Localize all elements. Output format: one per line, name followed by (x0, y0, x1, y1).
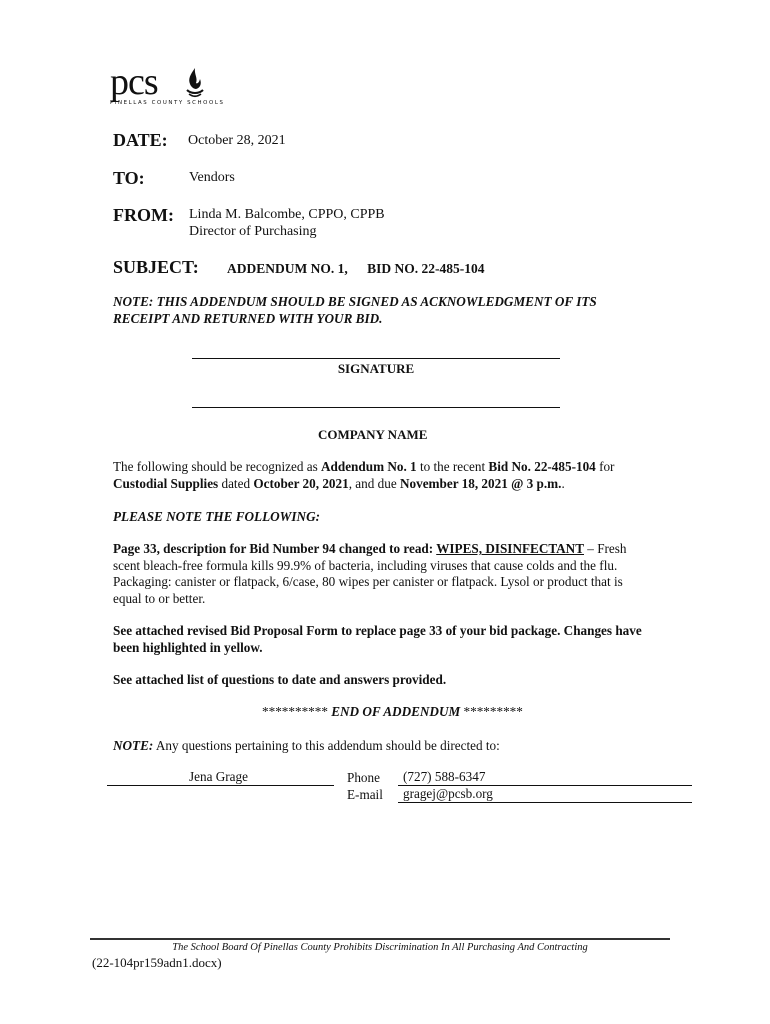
acknowledgment-note (113, 294, 673, 327)
intro-due-date: November 18, 2021 @ 3 p.m. (399, 475, 562, 491)
company-name-label: COMPANY NAME (318, 427, 428, 442)
intro-text: , and due (348, 475, 400, 491)
phone-label: Phone (347, 770, 380, 785)
date-value: October 28, 2021 (188, 133, 286, 148)
intro-text: . (561, 475, 565, 491)
pcs-logo (110, 61, 225, 112)
intro-bid-date: October 20, 2021 (253, 475, 349, 491)
email-field (398, 786, 692, 803)
end-stars: ********* (460, 704, 523, 719)
contact-name: Jena Grage (189, 769, 248, 784)
note-line-1: NOTE: THIS ADDENDUM SHOULD BE SIGNED AS ACKNOWLEDGMENT OF ITS (113, 294, 597, 309)
signature-line (192, 358, 560, 359)
end-text: END OF ADDENDUM (331, 704, 461, 719)
change-line-1 (113, 541, 683, 558)
email-value: gragej@pcsb.org (403, 786, 493, 801)
contact-note-label: NOTE: (113, 738, 154, 753)
intro-bid-title: Custodial Supplies (113, 475, 219, 491)
change-lead: Page 33, description for Bid Number 94 changed to read: (113, 541, 437, 556)
change-description (113, 541, 683, 607)
logo-subtitle: PINELLAS COUNTY SCHOOLS (110, 100, 225, 106)
contact-name-field (107, 769, 334, 786)
from-title: Director of Purchasing (189, 224, 317, 239)
attached-form-line-2: been highlighted in yellow. (113, 639, 263, 655)
company-name-line (192, 407, 560, 408)
attached-questions-note: See attached list of questions to date and answers provided. (113, 672, 447, 687)
intro-line-1 (113, 459, 683, 476)
logo-mark: pcs (110, 61, 158, 103)
addendum-number: ADDENDUM NO. 1 (227, 261, 345, 276)
nondiscrimination-statement: The School Board Of Pinellas County Prohibits Discrimination In All Purchasing And Contracting (172, 942, 588, 953)
intro-text: dated (218, 475, 254, 491)
to-label: TO: (113, 168, 145, 188)
footer-rule (90, 938, 670, 940)
change-item: WIPES, DISINFECTANT (436, 541, 584, 556)
end-stars: ********** (262, 704, 332, 719)
end-of-addendum (262, 704, 523, 721)
to-value: Vendors (189, 170, 235, 185)
phone-value: (727) 588-6347 (403, 769, 486, 784)
from-label: FROM: (113, 205, 174, 225)
contact-note-text: Any questions pertaining to this addendum should be directed to: (153, 738, 500, 753)
flame-icon (184, 66, 206, 98)
note-line-2: RECEIPT AND RETURNED WITH YOUR BID. (113, 310, 383, 326)
email-label: E-mail (347, 787, 383, 802)
intro-paragraph (113, 459, 683, 492)
intro-text: for (595, 459, 615, 474)
intro-addendum: Addendum No. 1 (321, 459, 417, 474)
intro-text: The following should be recognized as (113, 459, 322, 474)
attached-form-line-1: See attached revised Bid Proposal Form to replace page 33 of your bid package. Changes have (113, 623, 642, 638)
contact-note (113, 738, 500, 755)
attached-form-note (113, 623, 693, 656)
subject-line (227, 261, 485, 277)
from-name: Linda M. Balcombe, CPPO, CPPB (189, 207, 385, 222)
change-line-4: equal to or better. (113, 590, 206, 606)
please-note-heading: PLEASE NOTE THE FOLLOWING: (113, 509, 320, 524)
change-text: – Fresh (584, 541, 627, 556)
subject-comma: , (344, 261, 348, 276)
document-filename: (22-104pr159adn1.docx) (92, 955, 222, 970)
date-label: DATE: (113, 130, 168, 150)
intro-bid-number: Bid No. 22-485-104 (488, 459, 596, 474)
phone-field (398, 769, 692, 786)
signature-label: SIGNATURE (337, 361, 415, 376)
intro-line-2 (113, 476, 683, 493)
bid-number: BID NO. 22-485-104 (367, 261, 485, 276)
change-line-2: scent bleach-free formula kills 99.9% of bacteria, including viruses that cause colds and the flu. (113, 557, 618, 573)
subject-label: SUBJECT: (113, 257, 199, 277)
change-line-3: Packaging: canister or flatpack, 6/case, 80 wipes per canister or flatpack. Lysol or product that is (113, 574, 623, 589)
intro-text: to the recent (416, 459, 489, 474)
